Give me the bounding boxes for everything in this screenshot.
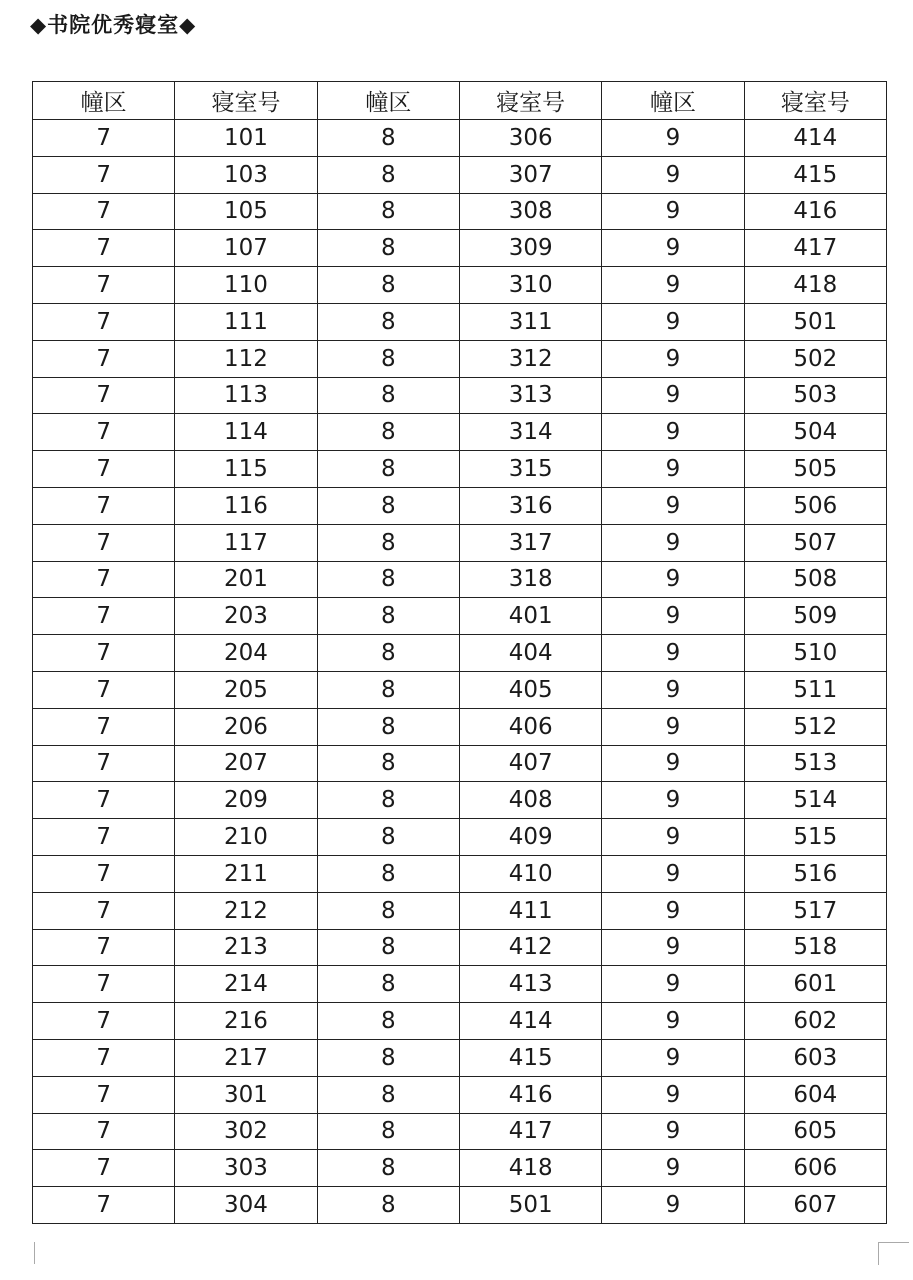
cell-room: 602 (744, 1003, 886, 1040)
cell-building: 9 (602, 1187, 744, 1224)
cell-building: 8 (317, 855, 459, 892)
cell-building: 9 (602, 1076, 744, 1113)
cell-room: 515 (744, 819, 886, 856)
cell-room: 117 (175, 524, 317, 561)
cell-room: 311 (459, 303, 601, 340)
cell-room: 309 (459, 230, 601, 267)
cell-building: 8 (317, 966, 459, 1003)
cell-building: 8 (317, 892, 459, 929)
table-row (33, 1150, 887, 1187)
table-row (33, 377, 887, 414)
table-row (33, 451, 887, 488)
column-header-room: 寝室号 (744, 82, 886, 120)
cell-building: 7 (33, 1076, 175, 1113)
table-header (33, 82, 887, 120)
cell-building: 9 (602, 598, 744, 635)
cell-room: 416 (744, 193, 886, 230)
cell-building: 7 (33, 745, 175, 782)
cell-room: 501 (744, 303, 886, 340)
cell-building: 8 (317, 267, 459, 304)
cell-building: 8 (317, 745, 459, 782)
cell-room: 214 (175, 966, 317, 1003)
table-row (33, 524, 887, 561)
page-corner-mark (878, 1242, 909, 1265)
cell-room: 503 (744, 377, 886, 414)
cell-room: 301 (175, 1076, 317, 1113)
table-row (33, 745, 887, 782)
cell-room: 501 (459, 1187, 601, 1224)
cell-building: 8 (317, 708, 459, 745)
cell-building: 8 (317, 524, 459, 561)
cell-building: 9 (602, 1113, 744, 1150)
cell-room: 210 (175, 819, 317, 856)
table-row (33, 1039, 887, 1076)
cell-room: 313 (459, 377, 601, 414)
column-header-room: 寝室号 (175, 82, 317, 120)
cell-room: 605 (744, 1113, 886, 1150)
cell-room: 417 (744, 230, 886, 267)
cell-building: 8 (317, 451, 459, 488)
cell-building: 9 (602, 156, 744, 193)
cell-building: 9 (602, 193, 744, 230)
cell-building: 7 (33, 819, 175, 856)
cell-room: 312 (459, 340, 601, 377)
cell-building: 9 (602, 671, 744, 708)
cell-room: 110 (175, 267, 317, 304)
cell-building: 9 (602, 1039, 744, 1076)
cell-room: 115 (175, 451, 317, 488)
cell-building: 9 (602, 561, 744, 598)
cell-room: 516 (744, 855, 886, 892)
cell-room: 517 (744, 892, 886, 929)
cell-room: 206 (175, 708, 317, 745)
cell-room: 304 (175, 1187, 317, 1224)
cell-building: 7 (33, 1113, 175, 1150)
cell-room: 310 (459, 267, 601, 304)
cell-room: 116 (175, 487, 317, 524)
cell-building: 7 (33, 929, 175, 966)
table-row (33, 561, 887, 598)
cell-building: 7 (33, 671, 175, 708)
table-row (33, 267, 887, 304)
table-row (33, 819, 887, 856)
cell-room: 216 (175, 1003, 317, 1040)
table-row (33, 303, 887, 340)
dormitory-table (32, 81, 887, 1224)
table-row (33, 782, 887, 819)
cell-room: 506 (744, 487, 886, 524)
cell-room: 101 (175, 120, 317, 157)
cell-building: 9 (602, 377, 744, 414)
cell-building: 8 (317, 671, 459, 708)
cell-building: 9 (602, 745, 744, 782)
cell-building: 9 (602, 892, 744, 929)
table-row (33, 671, 887, 708)
cell-room: 315 (459, 451, 601, 488)
cell-building: 7 (33, 782, 175, 819)
cell-room: 318 (459, 561, 601, 598)
cell-room: 514 (744, 782, 886, 819)
cell-room: 105 (175, 193, 317, 230)
cell-building: 7 (33, 377, 175, 414)
cell-building: 8 (317, 377, 459, 414)
table-row (33, 708, 887, 745)
cell-room: 412 (459, 929, 601, 966)
cell-building: 8 (317, 156, 459, 193)
cell-building: 7 (33, 267, 175, 304)
cell-room: 604 (744, 1076, 886, 1113)
cell-building: 8 (317, 819, 459, 856)
cell-room: 404 (459, 635, 601, 672)
cell-room: 113 (175, 377, 317, 414)
cell-room: 511 (744, 671, 886, 708)
cell-room: 414 (459, 1003, 601, 1040)
cell-room: 603 (744, 1039, 886, 1076)
cell-room: 306 (459, 120, 601, 157)
cell-building: 7 (33, 303, 175, 340)
cell-building: 8 (317, 635, 459, 672)
column-header-building: 幢区 (33, 82, 175, 120)
cell-room: 212 (175, 892, 317, 929)
cell-building: 7 (33, 1039, 175, 1076)
cell-building: 7 (33, 1187, 175, 1224)
cell-room: 408 (459, 782, 601, 819)
cell-room: 509 (744, 598, 886, 635)
cell-room: 303 (175, 1150, 317, 1187)
cell-building: 7 (33, 487, 175, 524)
cell-room: 401 (459, 598, 601, 635)
cell-room: 407 (459, 745, 601, 782)
cell-building: 9 (602, 855, 744, 892)
cell-room: 205 (175, 671, 317, 708)
cell-room: 415 (744, 156, 886, 193)
cell-building: 9 (602, 451, 744, 488)
cell-room: 415 (459, 1039, 601, 1076)
cell-room: 317 (459, 524, 601, 561)
cell-building: 7 (33, 1150, 175, 1187)
cell-building: 7 (33, 120, 175, 157)
cell-building: 8 (317, 782, 459, 819)
cell-room: 417 (459, 1113, 601, 1150)
cell-building: 7 (33, 524, 175, 561)
cell-room: 418 (744, 267, 886, 304)
cell-room: 213 (175, 929, 317, 966)
cell-room: 405 (459, 671, 601, 708)
cell-room: 302 (175, 1113, 317, 1150)
cell-building: 9 (602, 929, 744, 966)
cell-room: 307 (459, 156, 601, 193)
cell-building: 7 (33, 561, 175, 598)
cell-building: 7 (33, 598, 175, 635)
table-row (33, 230, 887, 267)
cell-room: 502 (744, 340, 886, 377)
cell-room: 504 (744, 414, 886, 451)
table-row (33, 966, 887, 1003)
cell-room: 518 (744, 929, 886, 966)
table-row (33, 929, 887, 966)
cell-room: 112 (175, 340, 317, 377)
cell-building: 9 (602, 708, 744, 745)
table-row (33, 855, 887, 892)
cell-building: 8 (317, 230, 459, 267)
cell-room: 308 (459, 193, 601, 230)
cell-building: 9 (602, 340, 744, 377)
cell-building: 9 (602, 1150, 744, 1187)
cell-room: 209 (175, 782, 317, 819)
table-row (33, 1076, 887, 1113)
table-row (33, 414, 887, 451)
cell-room: 111 (175, 303, 317, 340)
cell-building: 7 (33, 708, 175, 745)
cell-room: 107 (175, 230, 317, 267)
cell-building: 9 (602, 120, 744, 157)
cell-building: 8 (317, 1187, 459, 1224)
table-row (33, 340, 887, 377)
cell-building: 8 (317, 414, 459, 451)
cell-room: 414 (744, 120, 886, 157)
cell-room: 416 (459, 1076, 601, 1113)
cell-building: 7 (33, 966, 175, 1003)
table-row (33, 487, 887, 524)
cell-building: 8 (317, 1003, 459, 1040)
cell-room: 505 (744, 451, 886, 488)
cell-building: 7 (33, 340, 175, 377)
cell-building: 7 (33, 156, 175, 193)
cell-building: 9 (602, 303, 744, 340)
cell-building: 9 (602, 414, 744, 451)
cell-building: 8 (317, 1150, 459, 1187)
cell-room: 411 (459, 892, 601, 929)
cell-building: 7 (33, 193, 175, 230)
cell-building: 9 (602, 1003, 744, 1040)
cell-building: 7 (33, 414, 175, 451)
cell-building: 9 (602, 635, 744, 672)
cell-room: 508 (744, 561, 886, 598)
page-title: ◆书院优秀寝室◆ (30, 13, 197, 37)
cell-room: 207 (175, 745, 317, 782)
cell-building: 7 (33, 451, 175, 488)
cell-building: 9 (602, 782, 744, 819)
cell-building: 8 (317, 193, 459, 230)
cell-building: 8 (317, 929, 459, 966)
cell-building: 9 (602, 230, 744, 267)
cell-room: 203 (175, 598, 317, 635)
cell-building: 7 (33, 635, 175, 672)
cell-room: 606 (744, 1150, 886, 1187)
cell-room: 410 (459, 855, 601, 892)
cell-building: 8 (317, 1039, 459, 1076)
cell-room: 409 (459, 819, 601, 856)
cell-room: 406 (459, 708, 601, 745)
cell-room: 510 (744, 635, 886, 672)
table-row (33, 156, 887, 193)
table-row (33, 598, 887, 635)
column-header-building: 幢区 (317, 82, 459, 120)
cell-room: 204 (175, 635, 317, 672)
cell-building: 9 (602, 524, 744, 561)
table-row (33, 193, 887, 230)
cell-room: 512 (744, 708, 886, 745)
cell-building: 8 (317, 303, 459, 340)
header-row (33, 82, 887, 120)
table-row (33, 120, 887, 157)
cell-room: 314 (459, 414, 601, 451)
cell-room: 507 (744, 524, 886, 561)
cell-building: 8 (317, 340, 459, 377)
cell-room: 513 (744, 745, 886, 782)
table-row (33, 1003, 887, 1040)
cell-building: 8 (317, 1113, 459, 1150)
cell-building: 8 (317, 598, 459, 635)
cell-room: 413 (459, 966, 601, 1003)
cell-building: 9 (602, 487, 744, 524)
cell-building: 7 (33, 855, 175, 892)
cell-building: 7 (33, 230, 175, 267)
cell-building: 8 (317, 120, 459, 157)
cell-room: 316 (459, 487, 601, 524)
column-header-building: 幢区 (602, 82, 744, 120)
cell-building: 9 (602, 966, 744, 1003)
cell-building: 9 (602, 819, 744, 856)
cell-room: 601 (744, 966, 886, 1003)
table-row (33, 1113, 887, 1150)
table-row (33, 892, 887, 929)
table-row (33, 1187, 887, 1224)
cell-building: 8 (317, 487, 459, 524)
page-corner-mark (34, 1242, 43, 1264)
cell-building: 9 (602, 267, 744, 304)
cell-room: 201 (175, 561, 317, 598)
cell-room: 418 (459, 1150, 601, 1187)
cell-building: 8 (317, 1076, 459, 1113)
cell-room: 217 (175, 1039, 317, 1076)
column-header-room: 寝室号 (459, 82, 601, 120)
table-body (33, 120, 887, 1224)
table-row (33, 635, 887, 672)
cell-building: 8 (317, 561, 459, 598)
cell-room: 103 (175, 156, 317, 193)
cell-room: 211 (175, 855, 317, 892)
cell-room: 114 (175, 414, 317, 451)
cell-building: 7 (33, 892, 175, 929)
cell-room: 607 (744, 1187, 886, 1224)
cell-building: 7 (33, 1003, 175, 1040)
